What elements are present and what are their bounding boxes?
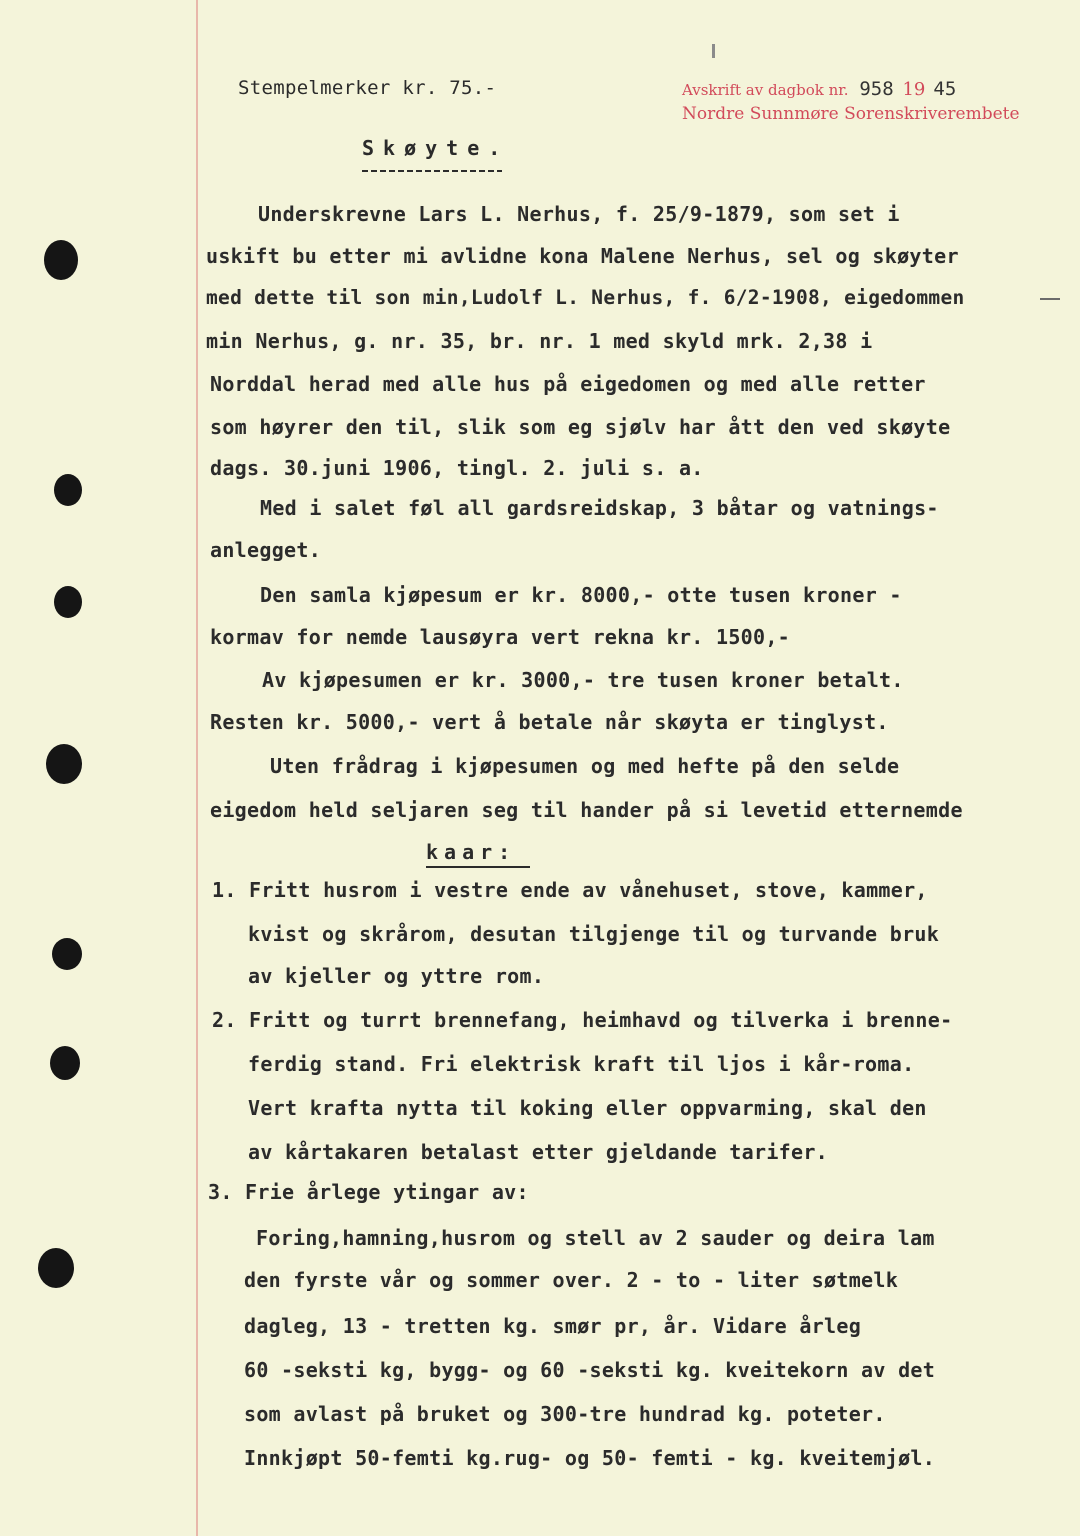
office-stamp-line1 (682, 78, 956, 100)
item-line: Foring,hamning,husrom og stell av 2 sauder og deira lam (256, 1226, 935, 1250)
journal-number: 958 (859, 78, 894, 100)
body-line: Av kjøpesumen er kr. 3000,- tre tusen kroner betalt. (262, 668, 904, 692)
document-title: Skøyte. (362, 136, 510, 160)
year-suffix: 45 (933, 78, 957, 100)
margin-line (196, 0, 198, 1536)
binder-hole (44, 240, 78, 280)
binder-hole (54, 474, 82, 506)
binder-hole (50, 1046, 80, 1080)
item-line: av kårtakaren betalast etter gjeldande tarifer. (248, 1140, 829, 1164)
body-line: min Nerhus, g. nr. 35, br. nr. 1 med skyld mrk. 2,38 i (206, 329, 873, 353)
body-line: Med i salet føl all gardsreidskap, 3 båtar og vatnings- (260, 496, 939, 520)
body-line: med dette til son min,Ludolf L. Nerhus, f. 6/2-1908, eigedommen (206, 286, 965, 309)
margin-dash (1040, 298, 1060, 300)
stamp-prefix: Avskrift av dagbok nr. (682, 81, 849, 99)
binder-hole (46, 744, 82, 784)
item-line: av kjeller og yttre rom. (248, 964, 545, 988)
body-line: dags. 30.juni 1906, tingl. 2. juli s. a. (210, 456, 704, 480)
item-line: Vert krafta nytta til koking eller oppvarming, skal den (248, 1096, 927, 1120)
item-line: kvist og skrårom, desutan tilgjenge til og turvande bruk (248, 922, 940, 946)
title-underline (362, 170, 502, 172)
item-line: den fyrste vår og sommer over. 2 - to - liter søtmelk (244, 1268, 899, 1292)
office-stamp-line2: Nordre Sunnmøre Sorenskriverembete (682, 104, 1020, 124)
body-line: Uten frådrag i kjøpesumen og med hefte på den selde (270, 754, 900, 778)
body-line: anlegget. (210, 538, 322, 562)
item-line: 1. Fritt husrom i vestre ende av vånehuset, stove, kammer, (212, 878, 928, 902)
item-line: 2. Fritt og turrt brennefang, heimhavd og tilverka i brenne- (212, 1008, 953, 1032)
stamp-duty-text: Stempelmerker kr. 75.- (238, 77, 497, 99)
body-line: Underskrevne Lars L. Nerhus, f. 25/9-1879, som set i (258, 202, 900, 226)
year-prefix: 19 (902, 79, 926, 100)
binder-hole (52, 938, 82, 970)
kaar-underline (426, 866, 530, 868)
body-line: Resten kr. 5000,- vert å betale når skøyta er tinglyst. (210, 710, 889, 734)
item-line: 3. Frie årlege ytingar av: (208, 1180, 529, 1204)
binder-hole (38, 1248, 74, 1288)
body-line: uskift bu etter mi avlidne kona Malene Nerhus, sel og skøyter (206, 244, 959, 268)
kaar-heading: kaar: (426, 840, 517, 864)
binder-hole (54, 586, 82, 618)
body-line: som høyrer den til, slik som eg sjølv har ått den ved skøyte (210, 415, 951, 439)
body-line: eigedom held seljaren seg til hander på si levetid etternemde (210, 798, 963, 822)
item-line: dagleg, 13 - tretten kg. smør pr, år. Vidare årleg (244, 1314, 862, 1338)
body-line: Den samla kjøpesum er kr. 8000,- otte tusen kroner - (260, 583, 902, 607)
item-line: ferdig stand. Fri elektrisk kraft til ljos i kår-roma. (248, 1052, 915, 1076)
item-line: 60 -seksti kg, bygg- og 60 -seksti kg. kveitekorn av det (244, 1358, 936, 1382)
body-line: Norddal herad med alle hus på eigedomen og med alle retter (210, 372, 926, 396)
item-line: Innkjøpt 50-femti kg.rug- og 50- femti - kg. kveitemjøl. (244, 1446, 936, 1470)
pencil-mark (712, 44, 715, 58)
item-line: som avlast på bruket og 300-tre hundrad kg. poteter. (244, 1402, 886, 1426)
body-line: kormav for nemde lausøyra vert rekna kr. 1500,- (210, 625, 791, 649)
